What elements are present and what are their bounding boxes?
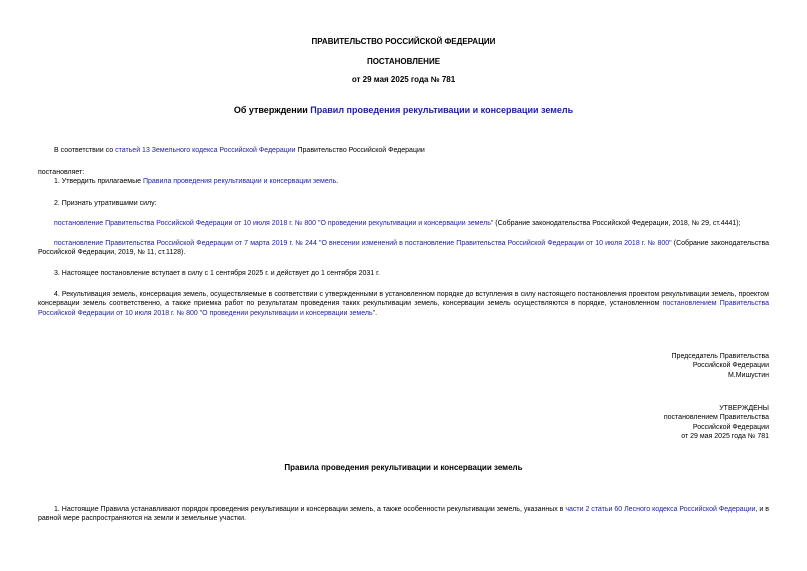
repealed-act-link-244[interactable]: постановление Правительства Российской Федерации от 7 марта 2019 г. № 244 "О внесении изменений в постановление Правительства Российской Федерации от 10 июля 2018 г. № 800" [54,240,672,247]
document-title-prefix: Об утверждении [233,105,311,115]
approval-heading: УТВЕРЖДЕНЫ [719,405,769,412]
rules-heading: Правила проведения рекультивации и консервации земель [284,463,523,472]
item-4-text: 4. Рекультивация земель, консервация земель, осуществляемые в соответствии с утвержденными в установленном порядке до вступления в силу настоящего постановления проектом рекультивации земель, проектом консервации земель соответственно, а также приемка работ по результатам проведения таких рекультивации земель, консервации земель осуществляются в порядке, установленном [38,291,769,308]
repealed-act-link-800[interactable]: постановление Правительства Российской Федерации от 10 июля 2018 г. № 800 "О проведении рекультивации и консервации земель" [54,220,494,227]
approval-date: от 29 мая 2025 года № 781 [681,433,769,441]
repealed-item [38,219,769,228]
rules-item-1 [38,505,769,524]
document-type: ПОСТАНОВЛЕНИЕ [366,57,441,66]
repealed-item-source: (Собрание законодательства Российской Федерации, 2018, № 29, ст.4441); [493,220,741,227]
item-1-end: . [336,178,339,185]
item-4-end: . [375,309,378,317]
signature-position: Председатель Правительства [671,353,769,360]
resolution-800-link[interactable]: постановлением Правительства Российской Федерации от 10 июля 2018 г. № 800 "О проведении рекультивации и консервации земель" [38,300,769,317]
item-4 [38,290,769,318]
rules-item-1-end: , и в равной мере распространяются на земли и земельные участки. [38,506,769,523]
item-3: 3. Настоящее постановление вступает в силу с 1 сентября 2025 г. и действует до 1 сентября 2031 г. [54,270,380,277]
rules-item-1-text: 1. Настоящие Правила устанавливают порядок проведения рекультивации и консервации земель, а также особенности рекультивации земель, указанных в [54,506,566,513]
preamble-text: В соответствии со [54,147,116,154]
preamble [38,146,769,155]
approval-country: Российской Федерации [692,423,769,431]
land-code-link[interactable]: статьей 13 Земельного кодекса Российской Федерации [115,147,296,154]
rules-title-link[interactable]: Правил проведения рекультивации и консервации земель [310,105,574,115]
document-title [0,104,807,116]
signature-block [672,352,769,380]
signature-country: Российской Федерации [692,362,769,370]
government-heading: ПРАВИТЕЛЬСТВО РОССИЙСКОЙ ФЕДЕРАЦИИ [311,37,496,46]
item-1-text: 1. Утвердить прилагаемые [54,178,143,185]
repealed-item-source: (Собрание законодательства Российской Федерации, 2019, № 11, ст.1128). [38,240,769,257]
item-2: 2. Признать утратившими силу: [54,200,157,207]
preamble-text-end: Правительство Российской Федерации [295,147,425,154]
decides-label: постановляет: [38,169,85,176]
document-date-number: от 29 мая 2025 года № 781 [351,75,456,84]
repealed-item [38,239,769,258]
approval-by: постановлением Правительства [663,414,769,422]
rules-link[interactable]: Правила проведения рекультивации и консервации земель [142,178,337,185]
signature-name: М.Мишустин [727,371,769,379]
approval-stamp [664,404,769,442]
item-1 [38,177,769,186]
forest-code-link[interactable]: части 2 статьи 60 Лесного кодекса Российской Федерации [565,506,756,513]
